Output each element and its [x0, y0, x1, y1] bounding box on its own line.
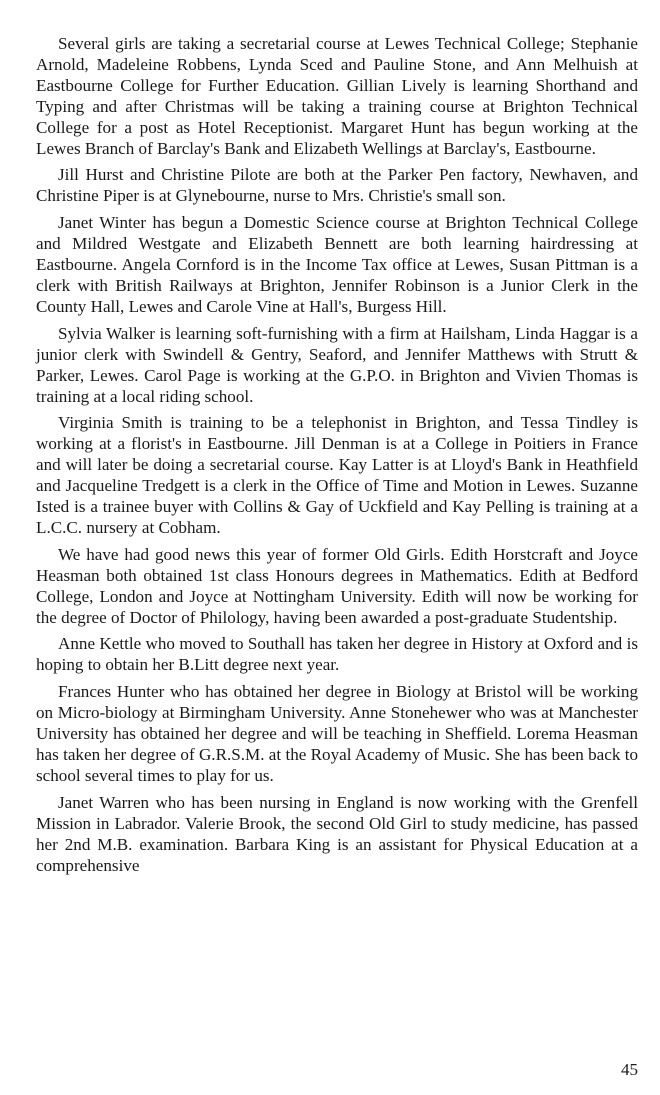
paragraph-janet-warren: Janet Warren who has been nursing in England is now working with the Grenfell Mission in Labrador. Valerie Brook, the second Old Girl to study medicine, has passed her 2nd M.B. examination. Barbara King is an assistant for Physical Education at a comprehensive	[36, 792, 638, 875]
paragraph-anne-kettle: Anne Kettle who moved to Southall has taken her degree in History at Oxford and is hoping to obtain her B.Litt degree next year.	[36, 634, 638, 675]
paragraph-frances-hunter: Frances Hunter who has obtained her degree in Biology at Bristol will be working on Micro-biology at Birmingham University. Anne Stonehewer who was at Manchester University has obtained her degree and will be teaching in Sheffield. Lorema Heasman has taken her degree of G.R.S.M. at the Royal Academy of Music. She has been back to school several times to play for us.	[36, 682, 638, 785]
paragraph-old-girls-news: We have had good news this year of former Old Girls. Edith Horstcraft and Joyce Heasman both obtained 1st class Honours degrees in Mathematics. Edith at Bedford College, London and Joyce at Nottingham University. Edith will now be working for the degree of Doctor of Philology, having been awarded a post-graduate Studentship.	[36, 544, 638, 627]
page-body	[36, 34, 638, 882]
paragraph-domestic-science: Janet Winter has begun a Domestic Science course at Brighton Technical College and Mildred Westgate and Elizabeth Bennett are both learning hairdressing at Eastbourne. Angela Cornford is in the Income Tax office at Lewes, Susan Pittman is a clerk with British Railways at Brighton, Jennifer Robinson is a Junior Clerk in the County Hall, Lewes and Carole Vine at Hall's, Burgess Hill.	[36, 213, 638, 316]
page-number: 45	[621, 1060, 638, 1079]
paragraph-parker-pen: Jill Hurst and Christine Pilote are both at the Parker Pen factory, Newhaven, and Christine Piper is at Glynebourne, nurse to Mrs. Christie's small son.	[36, 165, 638, 206]
paragraph-telephonist: Virginia Smith is training to be a telephonist in Brighton, and Tessa Tindley is working at a florist's in Eastbourne. Jill Denman is at a College in Poitiers in France and will later be doing a secretarial course. Kay Latter is at Lloyd's Bank in Heathfield and Jacqueline Tredgett is a clerk in the Office of Time and Motion in Lewes. Suzanne Isted is a trainee buyer with Collins & Gay of Uckfield and Kay Pelling is training at a L.C.C. nursery at Cobham.	[36, 413, 638, 537]
paragraph-soft-furnishing: Sylvia Walker is learning soft-furnishing with a firm at Hailsham, Linda Haggar is a junior clerk with Swindell & Gentry, Seaford, and Jennifer Matthews with Strutt & Parker, Lewes. Carol Page is working at the G.P.O. in Brighton and Vivien Thomas is training at a local riding school.	[36, 323, 638, 406]
paragraph-secretarial-courses: Several girls are taking a secretarial course at Lewes Technical College; Stephanie Arnold, Madeleine Robbens, Lynda Sced and Pauline Stone, and Ann Melhuish at Eastbourne College for Further Education. Gillian Lively is learning Shorthand and Typing and after Christmas will be taking a training course at Brighton Technical College for a post as Hotel Receptionist. Margaret Hunt has begun working at the Lewes Branch of Barclay's Bank and Elizabeth Wellings at Barclay's, Eastbourne.	[36, 34, 638, 158]
